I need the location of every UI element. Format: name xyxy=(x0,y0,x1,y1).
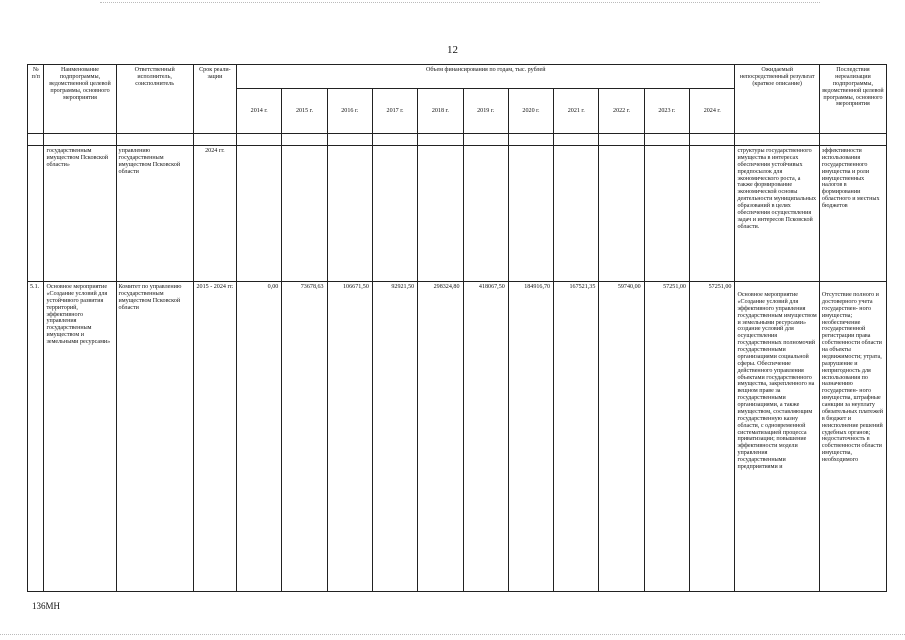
cell-executor: Комитет по управлению государственным имуществом Псковской области xyxy=(116,282,193,592)
header-year: 2024 г. xyxy=(689,89,734,134)
scan-noise-bottom xyxy=(0,634,905,636)
cell-value: 59740,00 xyxy=(599,282,644,592)
header-year: 2020 г. xyxy=(508,89,553,134)
cell-value: 0,00 xyxy=(237,282,282,592)
cell-result: Основное мероприятие «Создание условий для эффективного управления государственным имуществом и земельными ресурсами» создание условий для осуществления государственных полномочий государственными организациями социальной сферы. Обеспечение действенного управления объектами государственного имущества, закрепленного на вещном праве за государственными организациями, а также имуществом, составляющим государственную казну области, с одновременной систематизацией процесса приватизации; повышение эффективности модели управления государственными предприятиями и xyxy=(735,282,819,592)
cell-value: 57251,00 xyxy=(644,282,689,592)
header-year: 2016 г. xyxy=(327,89,372,134)
header-num: № п/п xyxy=(28,65,44,134)
cell-value: 92921,50 xyxy=(372,282,417,592)
header-year: 2018 г. xyxy=(418,89,463,134)
cell-value: 57251,00 xyxy=(689,282,734,592)
scan-noise-top xyxy=(100,2,820,4)
cell-term: 2024 гг. xyxy=(193,146,236,282)
cell-value: 298324,80 xyxy=(418,282,463,592)
table-row xyxy=(28,282,887,592)
header-year: 2021 г. xyxy=(554,89,599,134)
header-executor: Ответственный исполнитель, соисполнитель xyxy=(116,65,193,134)
header-year: 2022 г. xyxy=(599,89,644,134)
header-result: Ожидаемый непосредственный результат (краткое описание) xyxy=(735,65,819,134)
header-year: 2017 г. xyxy=(372,89,417,134)
funding-table xyxy=(27,64,887,592)
cell-consequences: Отсутствие полного и достоверного учета государствен- ного имущества; необеспечение государственной регистрации права собственности области на объекты недвижимости; утрата, разрушение и непригодность для использования по назначению государствен- ного имущества, штрафные санкции за неуплату обязательных платежей в бюджет и неисполнение решений судебных органов; недостаточность в собственности области имущества, необходимого xyxy=(819,282,886,592)
header-year: 2023 г. xyxy=(644,89,689,134)
header-year: 2019 г. xyxy=(463,89,508,134)
cell-result: структуры государственного имущества в интересах обеспечения устойчивых предпосылок для экономического роста, а также формирование экономической основы деятельности муниципальных образований в целях обеспечения осуществления задач и интересов Псковской области. xyxy=(735,146,819,282)
table-row xyxy=(28,146,887,282)
cell-value: 418067,50 xyxy=(463,282,508,592)
header-term: Срок реали- зации xyxy=(193,65,236,134)
cell-executor: управлению государственным имуществом Псковской области xyxy=(116,146,193,282)
header-funding: Объем финансирования по годам, тыс. рублей xyxy=(237,65,735,89)
cell-name: Основное мероприятие «Создание условий для устойчивого развития территорий, эффективного управления государственным имуществом и земельными ресурсами» xyxy=(44,282,116,592)
header-year: 2015 г. xyxy=(282,89,327,134)
cell-value: 106671,50 xyxy=(327,282,372,592)
cell-value: 167521,35 xyxy=(554,282,599,592)
footer-code: 136МН xyxy=(32,601,61,611)
page-number: 12 xyxy=(447,44,458,56)
cell-value: 73678,63 xyxy=(282,282,327,592)
cell-consequences: эффективности использования государственного имущества и роли имущественных налогов в формировании областного и местных бюджетов xyxy=(819,146,886,282)
cell-num xyxy=(28,146,44,282)
cell-term: 2015 - 2024 гг. xyxy=(193,282,236,592)
header-consequences: Последствия нереализации подпрограммы, ведомственной целевой программы, основного мероприятия xyxy=(819,65,886,134)
cell-name: государственным имуществом Псковской области» xyxy=(44,146,116,282)
cell-num: 5.1. xyxy=(28,282,44,592)
cell-value: 184916,70 xyxy=(508,282,553,592)
header-name: Наименование подпрограммы, ведомственной целевой программы, основного мероприятия xyxy=(44,65,116,134)
header-year: 2014 г. xyxy=(237,89,282,134)
